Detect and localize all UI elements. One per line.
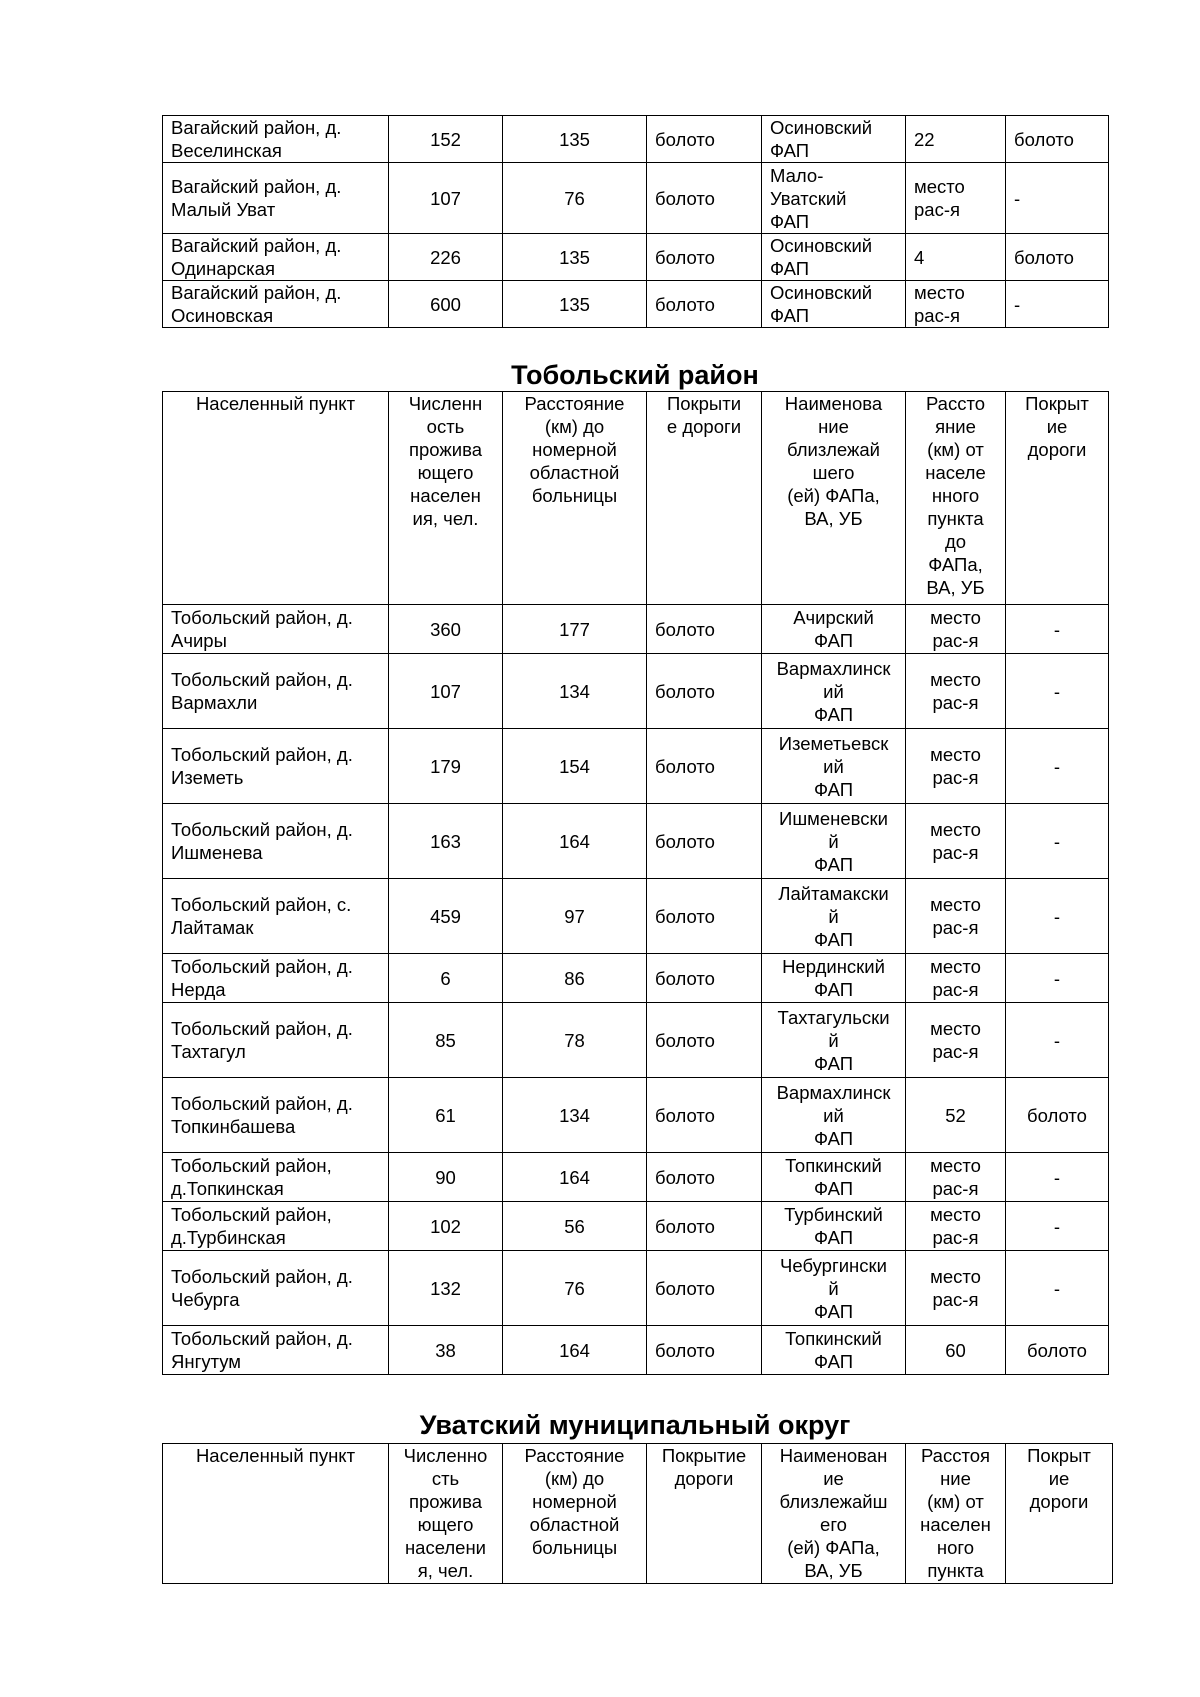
cell-distance-fap: место рас-я bbox=[906, 281, 1006, 328]
cell-settlement: Тобольский район, д. Вармахли bbox=[163, 654, 389, 729]
cell-nearest-fap: Тахтагульски й ФАП bbox=[762, 1003, 906, 1078]
cell-road-cover-2: болото bbox=[1006, 1078, 1109, 1153]
cell-settlement: Тобольский район, д.Турбинская bbox=[163, 1202, 389, 1251]
cell-distance-hospital: 154 bbox=[503, 729, 647, 804]
cell-settlement: Тобольский район, с. Лайтамак bbox=[163, 879, 389, 954]
header-distance-fap: Расстоя ние (км) от населен ного пункта bbox=[906, 1444, 1006, 1584]
cell-nearest-fap: Топкинский ФАП bbox=[762, 1153, 906, 1202]
cell-distance-hospital: 76 bbox=[503, 1251, 647, 1326]
cell-nearest-fap: Осиновский ФАП bbox=[762, 281, 906, 328]
cell-distance-hospital: 134 bbox=[503, 654, 647, 729]
cell-nearest-fap: Иземетьевск ий ФАП bbox=[762, 729, 906, 804]
cell-distance-fap: место рас-я bbox=[906, 1251, 1006, 1326]
section-title-uvat: Уватский муниципальный округ bbox=[419, 1410, 851, 1440]
cell-road-cover: болото bbox=[647, 1078, 762, 1153]
cell-population: 61 bbox=[389, 1078, 503, 1153]
cell-population: 107 bbox=[389, 654, 503, 729]
cell-distance-fap: место рас-я bbox=[906, 1003, 1006, 1078]
cell-road-cover: болото bbox=[647, 605, 762, 654]
cell-road-cover: болото bbox=[647, 1202, 762, 1251]
table-row bbox=[163, 729, 1109, 804]
cell-distance-hospital: 135 bbox=[503, 234, 647, 281]
cell-road-cover: болото bbox=[647, 234, 762, 281]
cell-road-cover: болото bbox=[647, 1251, 762, 1326]
cell-road-cover-2: болото bbox=[1006, 1326, 1109, 1375]
cell-settlement: Тобольский район, д. Иземеть bbox=[163, 729, 389, 804]
cell-road-cover: болото bbox=[647, 1326, 762, 1375]
cell-road-cover-2: - bbox=[1006, 605, 1109, 654]
header-population: Численн ость прожива ющего населен ия, чел. bbox=[389, 392, 503, 605]
cell-road-cover-2: - bbox=[1006, 1003, 1109, 1078]
cell-nearest-fap: Ишменевски й ФАП bbox=[762, 804, 906, 879]
cell-nearest-fap: Топкинский ФАП bbox=[762, 1326, 906, 1375]
header-road-cover-2: Покрыт ие дороги bbox=[1006, 392, 1109, 605]
cell-distance-fap: 22 bbox=[906, 116, 1006, 163]
cell-distance-hospital: 164 bbox=[503, 1326, 647, 1375]
cell-nearest-fap: Вармахлинск ий ФАП bbox=[762, 654, 906, 729]
cell-road-cover-2: болото bbox=[1006, 116, 1109, 163]
cell-distance-hospital: 78 bbox=[503, 1003, 647, 1078]
cell-distance-hospital: 76 bbox=[503, 163, 647, 234]
cell-road-cover: болото bbox=[647, 1153, 762, 1202]
cell-distance-fap: место рас-я bbox=[906, 954, 1006, 1003]
cell-distance-hospital: 97 bbox=[503, 879, 647, 954]
cell-population: 226 bbox=[389, 234, 503, 281]
cell-distance-hospital: 164 bbox=[503, 804, 647, 879]
table-row bbox=[163, 954, 1109, 1003]
cell-settlement: Тобольский район, д. Топкинбашева bbox=[163, 1078, 389, 1153]
cell-nearest-fap: Вармахлинск ий ФАП bbox=[762, 1078, 906, 1153]
cell-settlement: Тобольский район, д. Янгутум bbox=[163, 1326, 389, 1375]
cell-road-cover-2: - bbox=[1006, 729, 1109, 804]
cell-nearest-fap: Турбинский ФАП bbox=[762, 1202, 906, 1251]
cell-distance-fap: место рас-я bbox=[906, 605, 1006, 654]
table-uvat bbox=[162, 1443, 1113, 1584]
cell-population: 107 bbox=[389, 163, 503, 234]
cell-distance-fap: 60 bbox=[906, 1326, 1006, 1375]
table-row bbox=[163, 1003, 1109, 1078]
cell-road-cover: болото bbox=[647, 729, 762, 804]
cell-distance-fap: место рас-я bbox=[906, 1153, 1006, 1202]
cell-distance-hospital: 135 bbox=[503, 116, 647, 163]
cell-distance-fap: 52 bbox=[906, 1078, 1006, 1153]
cell-road-cover-2: - bbox=[1006, 1251, 1109, 1326]
cell-settlement: Тобольский район, д. Тахтагул bbox=[163, 1003, 389, 1078]
header-nearest-fap: Наименован ие близлежайш его (ей) ФАПа, ВА, УБ bbox=[762, 1444, 906, 1584]
cell-population: 600 bbox=[389, 281, 503, 328]
table-row bbox=[163, 1251, 1109, 1326]
cell-road-cover-2: - bbox=[1006, 1153, 1109, 1202]
cell-population: 102 bbox=[389, 1202, 503, 1251]
cell-road-cover-2: - bbox=[1006, 281, 1109, 328]
cell-nearest-fap: Осиновский ФАП bbox=[762, 234, 906, 281]
cell-road-cover-2: - bbox=[1006, 1202, 1109, 1251]
cell-road-cover: болото bbox=[647, 804, 762, 879]
cell-population: 85 bbox=[389, 1003, 503, 1078]
header-settlement: Населенный пункт bbox=[163, 1444, 389, 1584]
cell-nearest-fap: Чебургински й ФАП bbox=[762, 1251, 906, 1326]
cell-nearest-fap: Осиновский ФАП bbox=[762, 116, 906, 163]
table-vagay bbox=[162, 115, 1109, 328]
table-row bbox=[163, 1153, 1109, 1202]
cell-population: 179 bbox=[389, 729, 503, 804]
table-tobolsk bbox=[162, 391, 1109, 1375]
cell-distance-hospital: 134 bbox=[503, 1078, 647, 1153]
cell-distance-hospital: 164 bbox=[503, 1153, 647, 1202]
cell-road-cover: болото bbox=[647, 116, 762, 163]
cell-population: 360 bbox=[389, 605, 503, 654]
table-row bbox=[163, 116, 1109, 163]
cell-road-cover-2: - bbox=[1006, 954, 1109, 1003]
table-row bbox=[163, 1326, 1109, 1375]
cell-settlement: Тобольский район, д.Топкинская bbox=[163, 1153, 389, 1202]
cell-distance-fap: место рас-я bbox=[906, 163, 1006, 234]
cell-settlement: Тобольский район, д. Ишменева bbox=[163, 804, 389, 879]
cell-road-cover: болото bbox=[647, 281, 762, 328]
cell-road-cover: болото bbox=[647, 1003, 762, 1078]
header-distance-hospital: Расстояние (км) до номерной областной больницы bbox=[503, 1444, 647, 1584]
cell-road-cover: болото bbox=[647, 654, 762, 729]
table-row bbox=[163, 281, 1109, 328]
cell-settlement: Тобольский район, д. Ачиры bbox=[163, 605, 389, 654]
table-row bbox=[163, 605, 1109, 654]
cell-population: 459 bbox=[389, 879, 503, 954]
header-nearest-fap: Наименова ние близлежай шего (ей) ФАПа, ВА, УБ bbox=[762, 392, 906, 605]
cell-population: 152 bbox=[389, 116, 503, 163]
table-row bbox=[163, 234, 1109, 281]
cell-distance-hospital: 135 bbox=[503, 281, 647, 328]
cell-road-cover-2: - bbox=[1006, 879, 1109, 954]
cell-distance-hospital: 86 bbox=[503, 954, 647, 1003]
table-row bbox=[163, 1078, 1109, 1153]
header-road-cover: Покрытие дороги bbox=[647, 1444, 762, 1584]
cell-distance-fap: место рас-я bbox=[906, 729, 1006, 804]
cell-distance-fap: место рас-я bbox=[906, 1202, 1006, 1251]
cell-distance-fap: 4 bbox=[906, 234, 1006, 281]
table-row bbox=[163, 879, 1109, 954]
cell-population: 132 bbox=[389, 1251, 503, 1326]
cell-nearest-fap: Ачирский ФАП bbox=[762, 605, 906, 654]
cell-distance-fap: место рас-я bbox=[906, 804, 1006, 879]
cell-road-cover: болото bbox=[647, 163, 762, 234]
header-population: Численно сть прожива ющего населени я, чел. bbox=[389, 1444, 503, 1584]
cell-population: 38 bbox=[389, 1326, 503, 1375]
cell-road-cover-2: - bbox=[1006, 804, 1109, 879]
cell-nearest-fap: Нердинский ФАП bbox=[762, 954, 906, 1003]
cell-settlement: Вагайский район, д. Одинарская bbox=[163, 234, 389, 281]
cell-road-cover: болото bbox=[647, 954, 762, 1003]
cell-settlement: Вагайский район, д. Малый Уват bbox=[163, 163, 389, 234]
header-road-cover: Покрыти е дороги bbox=[647, 392, 762, 605]
cell-settlement: Тобольский район, д. Нерда bbox=[163, 954, 389, 1003]
header-settlement: Населенный пункт bbox=[163, 392, 389, 605]
cell-road-cover: болото bbox=[647, 879, 762, 954]
cell-population: 163 bbox=[389, 804, 503, 879]
cell-settlement: Вагайский район, д. Осиновская bbox=[163, 281, 389, 328]
section-title-tobolsk: Тобольский район bbox=[511, 360, 759, 390]
cell-road-cover-2: болото bbox=[1006, 234, 1109, 281]
table-header-row bbox=[163, 1444, 1113, 1584]
table-row bbox=[163, 654, 1109, 729]
table-row bbox=[163, 163, 1109, 234]
table-row bbox=[163, 804, 1109, 879]
cell-population: 6 bbox=[389, 954, 503, 1003]
cell-distance-fap: место рас-я bbox=[906, 879, 1006, 954]
cell-road-cover-2: - bbox=[1006, 163, 1109, 234]
table-header-row bbox=[163, 392, 1109, 605]
cell-settlement: Тобольский район, д. Чебурга bbox=[163, 1251, 389, 1326]
table-row bbox=[163, 1202, 1109, 1251]
cell-distance-hospital: 177 bbox=[503, 605, 647, 654]
cell-distance-hospital: 56 bbox=[503, 1202, 647, 1251]
header-road-cover-2: Покрыт ие дороги bbox=[1006, 1444, 1113, 1584]
cell-settlement: Вагайский район, д. Веселинская bbox=[163, 116, 389, 163]
cell-population: 90 bbox=[389, 1153, 503, 1202]
header-distance-hospital: Расстояние (км) до номерной областной больницы bbox=[503, 392, 647, 605]
cell-distance-fap: место рас-я bbox=[906, 654, 1006, 729]
cell-nearest-fap: Лайтамакски й ФАП bbox=[762, 879, 906, 954]
cell-nearest-fap: Мало- Уватский ФАП bbox=[762, 163, 906, 234]
header-distance-fap: Рассто яние (км) от населе нного пункта до ФАПа, ВА, УБ bbox=[906, 392, 1006, 605]
cell-road-cover-2: - bbox=[1006, 654, 1109, 729]
